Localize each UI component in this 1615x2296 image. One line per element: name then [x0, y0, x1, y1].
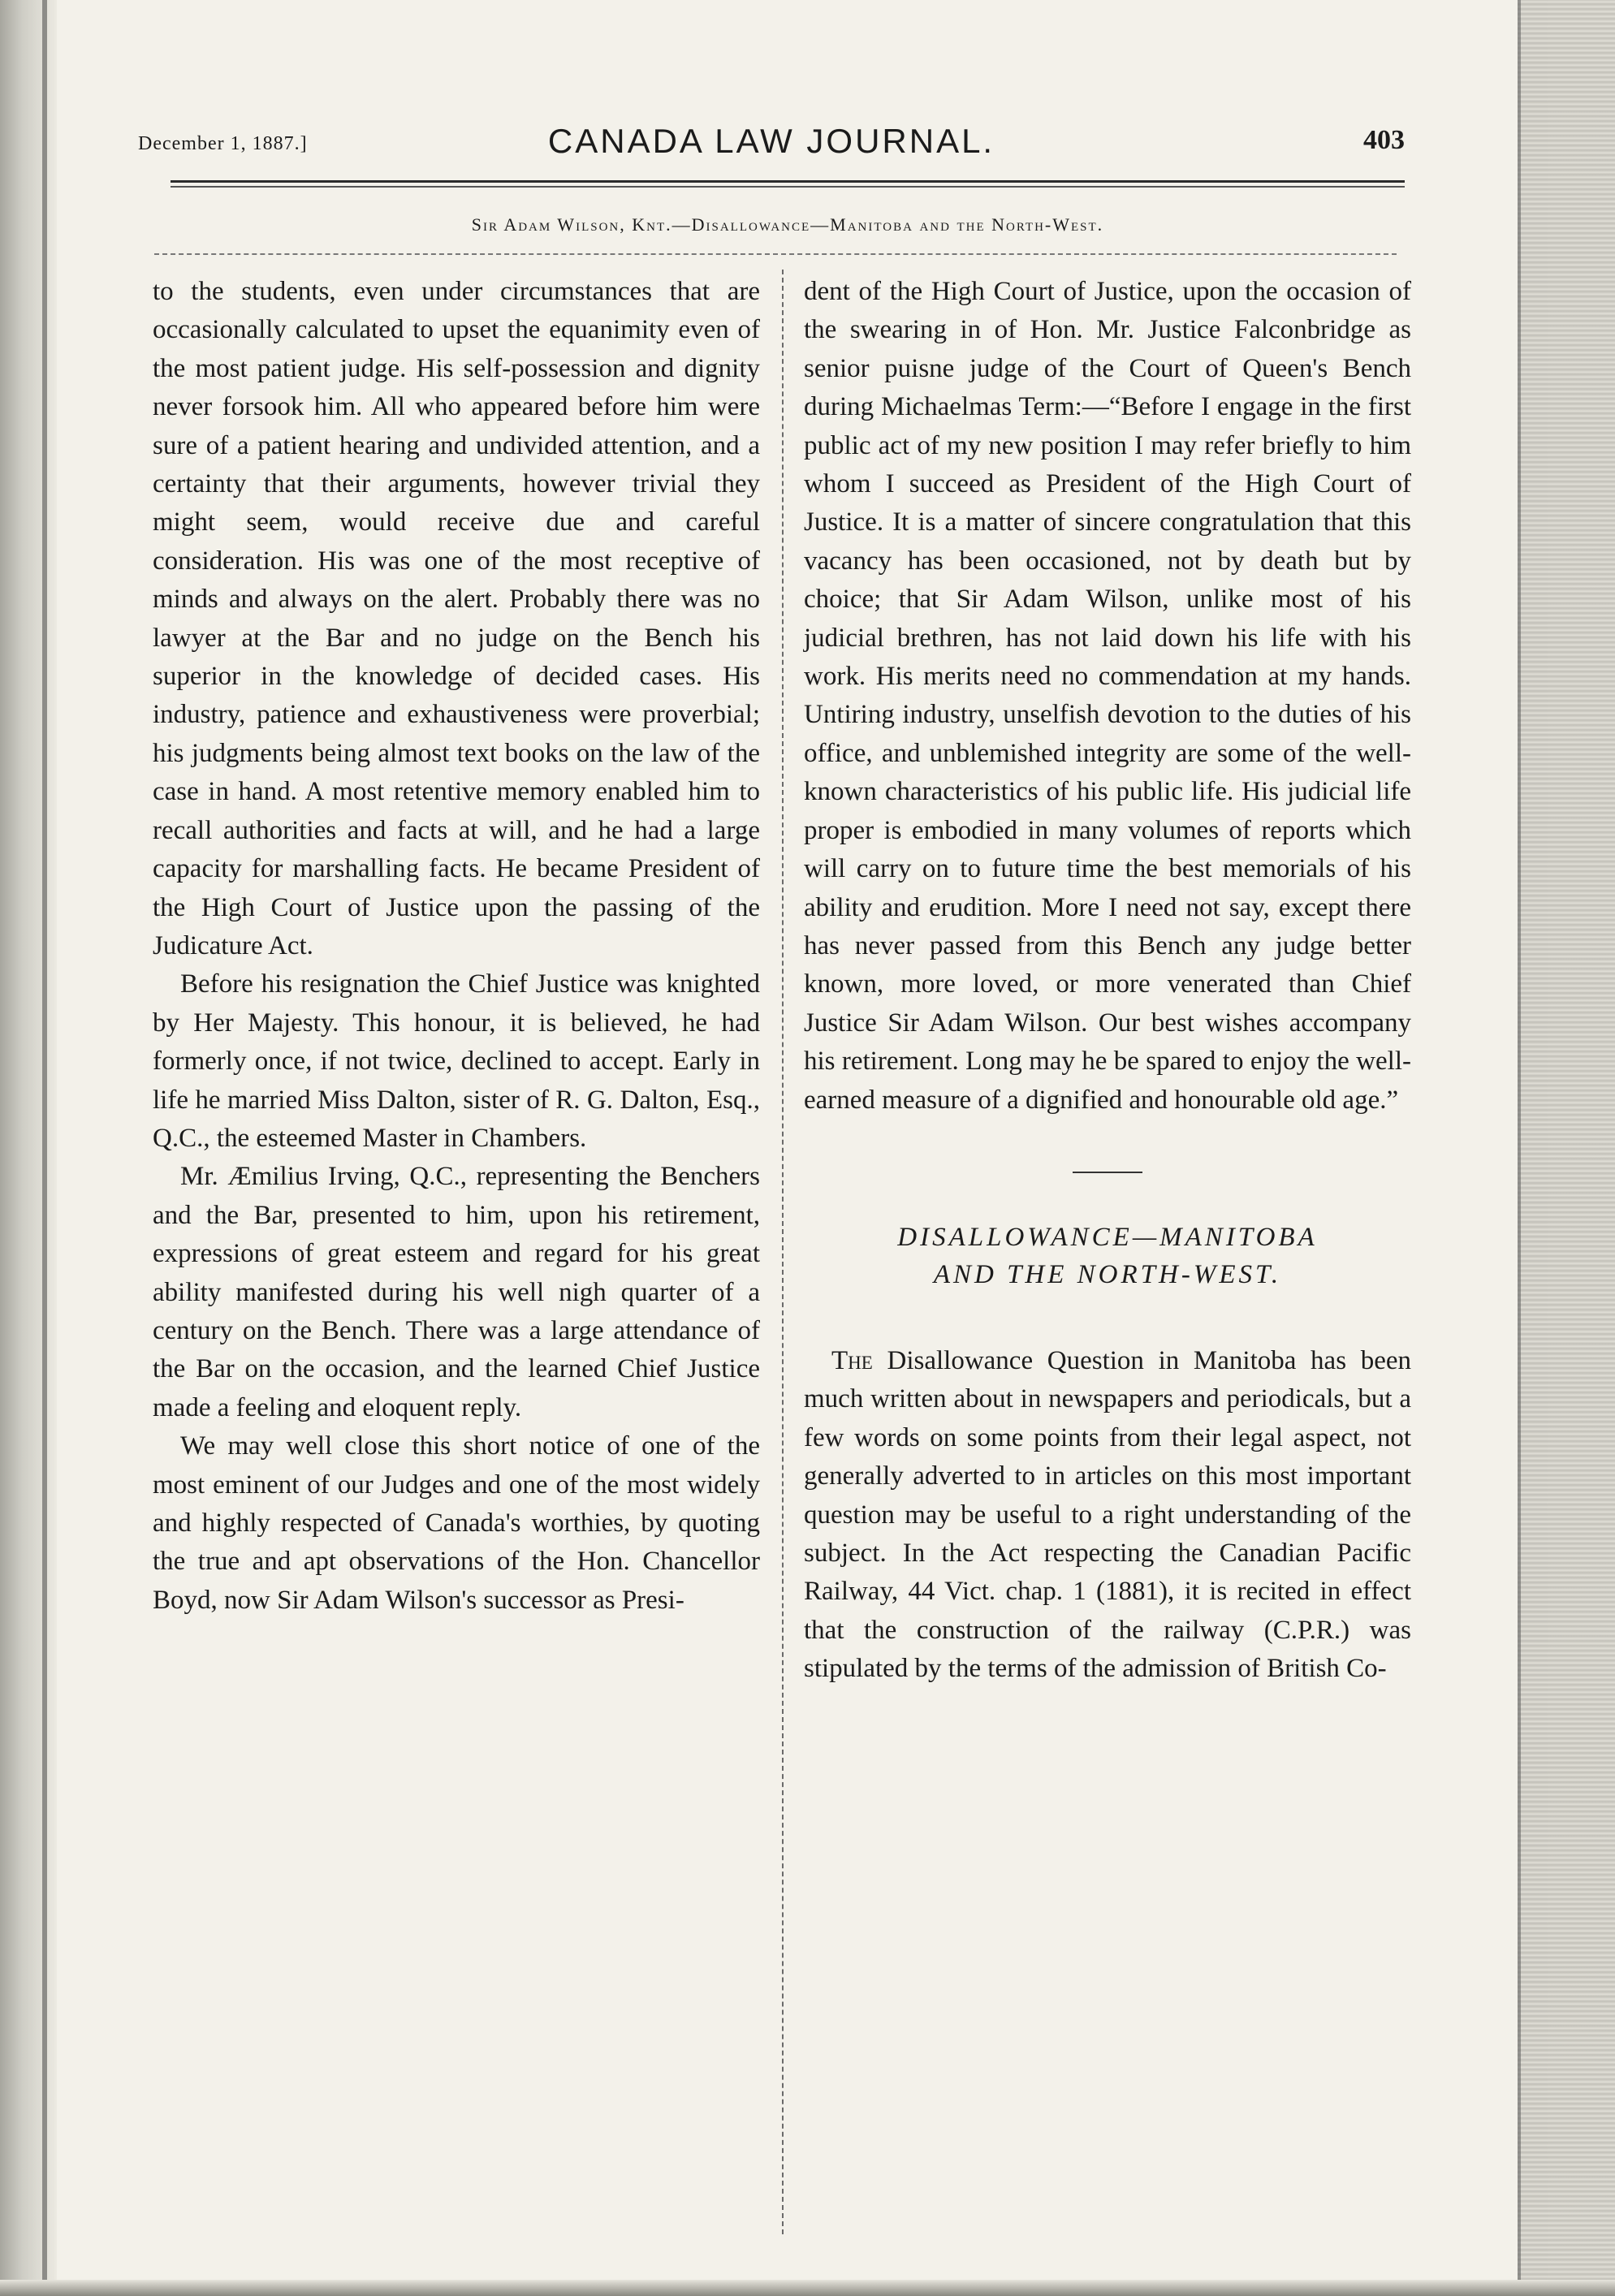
section-title: [804, 1219, 1411, 1293]
paragraph-text: Disallowance Question in Manitoba has been much written about in newspapers and periodicals, but a few words on some points from their legal aspect, not generally adverted to in articles on this most important question may be useful to a right understanding of the subject. In the Act respecting the Canadian Pacific Railway, 44 Vict. chap. 1 (1881), it is recited in effect that the construction of the railway (C.P.R.) was stipulated by the terms of the admission of British Co-: [804, 1345, 1411, 1684]
section-separator: [1073, 1172, 1142, 1173]
section-title-line: AND THE NORTH-WEST.: [933, 1259, 1282, 1289]
paragraph: to the students, even under circumstances that are occasionally calculated to upset the equanimity even of the most patient judge. His self-possession and dignity never forsook him. All who appeared before him were sure of a patient hearing and undivided attention, and a certainty that their arguments, however trivial they might seem, would receive due and careful consideration. His was one of the most receptive of minds and always on the alert. Probably there was no lawyer at the Bar and no judge on the Bench his superior in the knowledge of decided cases. His industry, patience and exhaustiveness were proverbial; his judgments being almost text books on the law of the case in hand. A most retentive memory enabled him to recall authorities and facts at will, and he had a large capacity for marshalling facts. He became President of the High Court of Justice upon the passing of the Judicature Act.: [153, 277, 760, 960]
paragraph: dent of the High Court of Justice, upon the occasion of the swearing in of Hon. Mr. Justice Falconbridge as senior puisne judge of the Court of Queen's Bench during Michaelmas Term:—“Before I engage in the first public act of my new position I may refer briefly to him whom I succeed as President of the High Court of Justice. It is a matter of sincere congratulation that this vacancy has been occasioned, not by death but by choice; that Sir Adam Wilson, unlike most of his judicial brethren, has not laid down his life with his work. His merits need no commendation at my hands. Untiring industry, unselfish devotion to the duties of his office, and unblemished integrity are some of the well-known characteristics of his public life. His judicial life proper is embodied in many volumes of reports which will carry on to future time the best memorials of his ability and erudition. More I need not say, except there has never passed from this Bench any judge better known, more loved, or more venerated than Chief Justice Sir Adam Wilson. Our best wishes accompany his retirement. Long may he be spared to enjoy the well-earned measure of a dignified and honourable old age.”: [804, 277, 1411, 1115]
journal-title: CANADA LAW JOURNAL.: [547, 122, 995, 160]
section-title-line: DISALLOWANCE—MANITOBA: [897, 1222, 1318, 1252]
issue-date: December 1, 1887.]: [138, 133, 308, 154]
left-column: [153, 273, 760, 2238]
scan-edge-bottom: [0, 2280, 1615, 2296]
running-head-rule: [154, 253, 1397, 255]
scan-edge-left: [0, 0, 57, 2296]
page-number: 403: [1363, 125, 1405, 155]
page-header: [138, 122, 1405, 170]
paragraph: Before his resignation the Chief Justice was knighted by Her Majesty. This honour, it is believed, he had formerly once, if not twice, declined to accept. Early in life he married Miss Dalton, sister of R. G. Dalton, Esq., Q.C., the esteemed Master in Chambers.: [153, 969, 760, 1153]
scan-edge-right: [1518, 0, 1615, 2296]
paragraph: [804, 1342, 1411, 1689]
paragraph: Mr. Æmilius Irving, Q.C., representing the Benchers and the Bar, presented to him, upon his retirement, expressions of great esteem and regard for his great ability manifested during his well nigh quarter of a century on the Bench. There was a large attendance of the Bar on the occasion, and the learned Chief Justice made a feeling and eloquent reply.: [153, 1162, 760, 1422]
lead-word: The: [831, 1345, 873, 1375]
paragraph: We may well close this short notice of one of the most eminent of our Judges and one of the most widely and highly respected of Canada's worthies, by quoting the true and apt observations of the Hon. Chancellor Boyd, now Sir Adam Wilson's successor as Presi-: [153, 1431, 760, 1615]
running-head: Sir Adam Wilson, Knt.—Disallowance—Manitoba and the North-West.: [471, 214, 1104, 235]
column-divider: [782, 270, 784, 2234]
right-column: [804, 273, 1411, 2238]
header-rule: [171, 180, 1405, 188]
